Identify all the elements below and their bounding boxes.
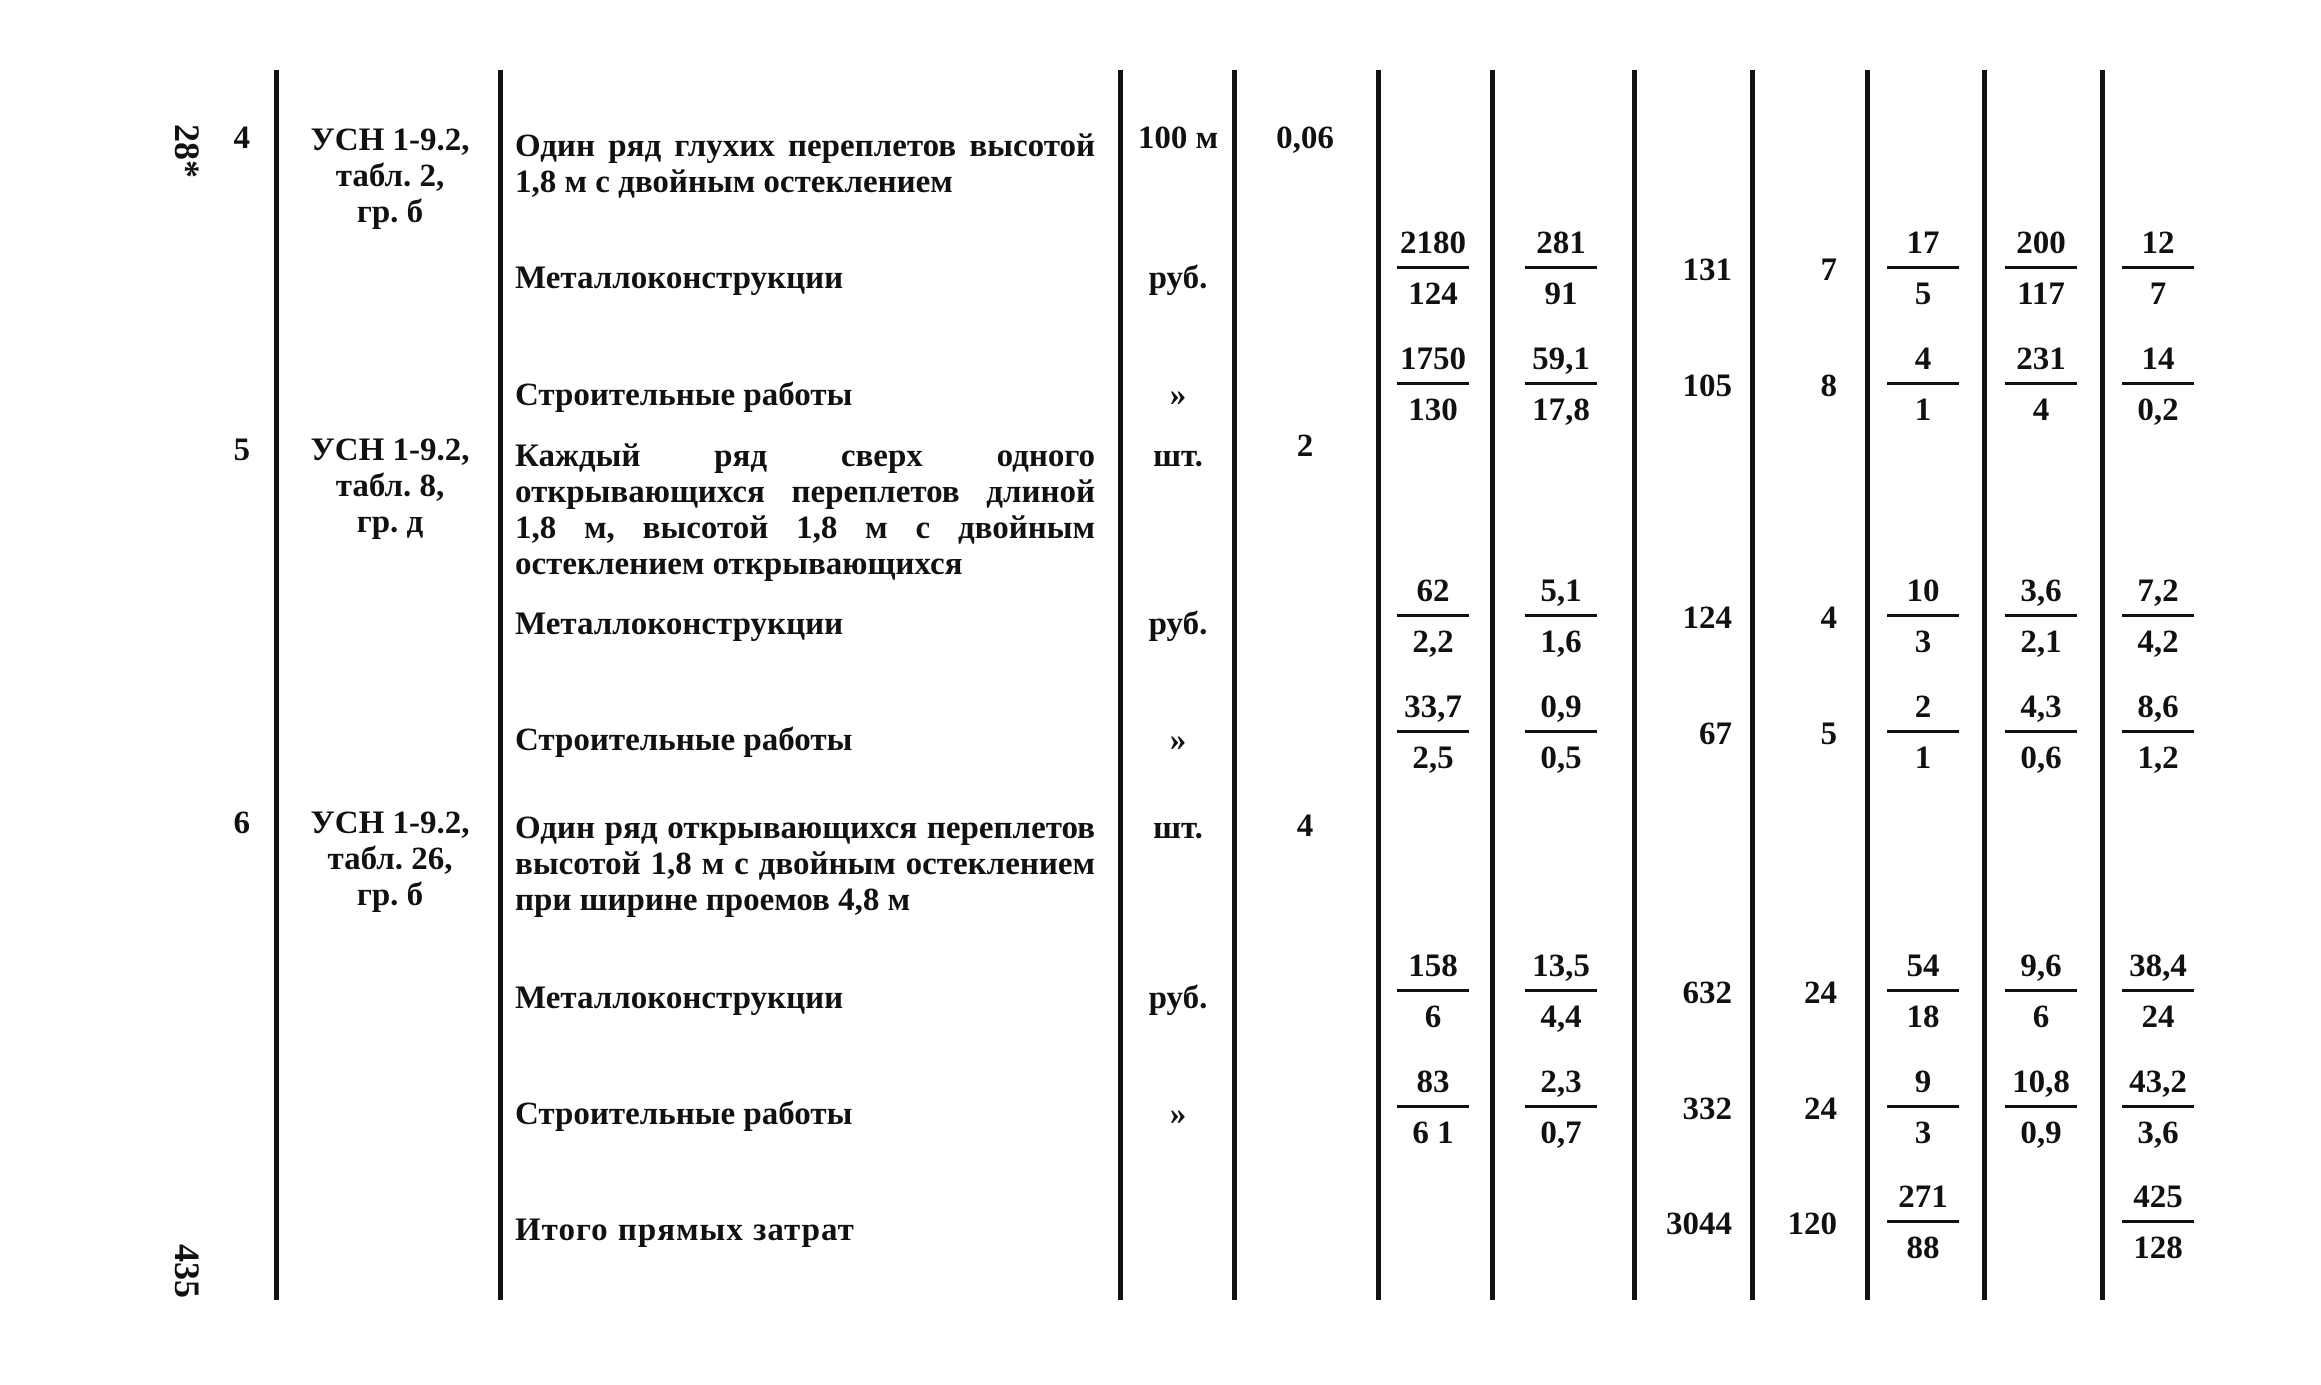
numerator: 8,6 — [2137, 689, 2179, 725]
total-fraction — [2108, 1176, 2208, 1269]
quantity: 4 — [1296, 808, 1314, 844]
fraction-value — [1383, 945, 1483, 1038]
numerator: 9,6 — [2020, 948, 2062, 984]
numerator: 62 — [1416, 573, 1450, 609]
fraction-value — [1873, 945, 1973, 1038]
fraction-value — [1383, 338, 1483, 431]
reference-line: УСН 1-9.2, — [310, 122, 470, 158]
fraction-value — [1873, 570, 1973, 663]
numerator: 38,4 — [2129, 948, 2187, 984]
fraction-bar — [1887, 382, 1959, 385]
value: 8 — [1820, 368, 1837, 404]
numerator: 281 — [1536, 225, 1586, 261]
fraction-bar — [2005, 989, 2077, 992]
fraction-bar — [1887, 266, 1959, 269]
denominator: 1,2 — [2137, 740, 2179, 776]
value: 7 — [1820, 252, 1837, 288]
fraction-value — [2108, 1061, 2208, 1154]
denominator: 4,4 — [1540, 999, 1582, 1035]
fraction-value — [1873, 338, 1973, 431]
denominator: 1,6 — [1540, 624, 1582, 660]
denominator: 6 — [1424, 999, 1442, 1035]
total-value: 120 — [1787, 1206, 1837, 1242]
numerator: 43,2 — [2129, 1064, 2187, 1100]
fraction-value — [1383, 686, 1483, 779]
fraction-bar — [1887, 614, 1959, 617]
value: 5 — [1820, 716, 1837, 752]
fraction-value — [1991, 686, 2091, 779]
fraction-value — [1991, 338, 2091, 431]
numerator: 7,2 — [2137, 573, 2179, 609]
denominator: 17,8 — [1532, 392, 1590, 428]
column-rule — [498, 70, 503, 1300]
sub-item-label: Строительные работы — [515, 722, 853, 758]
fraction-value — [1383, 222, 1483, 315]
column-rule — [1982, 70, 1987, 1300]
denominator: 0,2 — [2137, 392, 2179, 428]
numerator: 158 — [1408, 948, 1458, 984]
numerator: 1750 — [1400, 341, 1466, 377]
fraction-bar — [1525, 1105, 1597, 1108]
quantity: 0,06 — [1276, 120, 1334, 156]
sub-item-label: Строительные работы — [515, 1096, 853, 1132]
fraction-value — [1873, 222, 1973, 315]
denominator: 2,5 — [1412, 740, 1454, 776]
column-rule — [2100, 70, 2105, 1300]
fraction-bar — [1525, 989, 1597, 992]
value: 67 — [1699, 716, 1732, 752]
numerator: 33,7 — [1404, 689, 1462, 725]
unit: шт. — [1153, 438, 1203, 474]
numerator: 14 — [2141, 341, 2175, 377]
fraction-bar — [1525, 382, 1597, 385]
denominator: 124 — [1408, 276, 1458, 312]
value: 131 — [1682, 252, 1732, 288]
fraction-value — [2108, 686, 2208, 779]
fraction-value — [1383, 570, 1483, 663]
numerator: 12 — [2141, 225, 2175, 261]
unit: руб. — [1148, 980, 1208, 1016]
numerator: 9 — [1914, 1064, 1932, 1100]
denominator: 3 — [1914, 1115, 1932, 1151]
row-number: 6 — [233, 805, 250, 841]
value: 332 — [1682, 1091, 1732, 1127]
fraction-bar — [1397, 730, 1469, 733]
numerator: 17 — [1906, 225, 1940, 261]
unit: » — [1169, 377, 1187, 413]
column-rule — [1118, 70, 1123, 1300]
fraction-value — [1511, 945, 1611, 1038]
fraction-bar — [2122, 266, 2194, 269]
numerator: 59,1 — [1532, 341, 1590, 377]
fraction-value — [1511, 570, 1611, 663]
unit: » — [1169, 722, 1187, 758]
denominator: 128 — [2133, 1230, 2183, 1266]
numerator: 83 — [1416, 1064, 1450, 1100]
reference-line: табл. 26, — [327, 841, 453, 877]
page-number: 435 — [167, 1244, 207, 1298]
value: 24 — [1804, 1091, 1837, 1127]
reference-line: гр. д — [356, 504, 424, 540]
fraction-value — [2108, 338, 2208, 431]
denominator: 2,2 — [1412, 624, 1454, 660]
denominator: 88 — [1906, 1230, 1940, 1266]
value: 105 — [1682, 368, 1732, 404]
value: 124 — [1682, 600, 1732, 636]
column-rule — [1750, 70, 1755, 1300]
fraction-bar — [1525, 266, 1597, 269]
fraction-value — [2108, 570, 2208, 663]
denominator: 117 — [2017, 276, 2065, 312]
fraction-bar — [2122, 614, 2194, 617]
quantity: 2 — [1296, 428, 1314, 464]
fraction-bar — [1887, 1105, 1959, 1108]
denominator: 1 — [1914, 740, 1932, 776]
fraction-value — [2108, 945, 2208, 1038]
fraction-bar — [2122, 989, 2194, 992]
fraction-bar — [1397, 989, 1469, 992]
denominator: 0,5 — [1540, 740, 1582, 776]
column-rule — [1632, 70, 1637, 1300]
denominator: 0,7 — [1540, 1115, 1582, 1151]
fraction-bar — [2122, 382, 2194, 385]
fraction-bar — [1887, 1220, 1959, 1223]
numerator: 2 — [1914, 689, 1932, 725]
fraction-value — [1991, 945, 2091, 1038]
total-value: 3044 — [1666, 1206, 1732, 1242]
denominator: 6 1 — [1412, 1115, 1454, 1151]
sub-item-label: Металлоконструкции — [515, 606, 844, 642]
unit: » — [1169, 1096, 1187, 1132]
fraction-bar — [1525, 730, 1597, 733]
fraction-value — [1511, 222, 1611, 315]
numerator: 13,5 — [1532, 948, 1590, 984]
reference-line: табл. 2, — [335, 158, 445, 194]
value: 4 — [1820, 600, 1837, 636]
denominator: 2,1 — [2020, 624, 2062, 660]
fraction-bar — [2122, 730, 2194, 733]
fraction-bar — [2005, 382, 2077, 385]
column-rule — [1232, 70, 1237, 1300]
reference-line: табл. 8, — [335, 468, 445, 504]
denominator: 24 — [2141, 999, 2175, 1035]
row-number: 5 — [233, 432, 250, 468]
unit: шт. — [1153, 810, 1203, 846]
fraction-bar — [2122, 1105, 2194, 1108]
sub-item-label: Металлоконструкции — [515, 980, 844, 1016]
denominator: 4,2 — [2137, 624, 2179, 660]
reference-line: УСН 1-9.2, — [310, 432, 470, 468]
denominator: 5 — [1914, 276, 1932, 312]
fraction-value — [1873, 1061, 1973, 1154]
fraction-value — [1873, 686, 1973, 779]
denominator: 3,6 — [2137, 1115, 2179, 1151]
fraction-value — [1991, 1061, 2091, 1154]
fraction-value — [1383, 1061, 1483, 1154]
fraction-value — [1511, 1061, 1611, 1154]
fraction-bar — [2005, 614, 2077, 617]
denominator: 130 — [1408, 392, 1458, 428]
unit: руб. — [1148, 260, 1208, 296]
numerator: 10,8 — [2012, 1064, 2070, 1100]
fraction-bar — [2122, 1220, 2194, 1223]
fraction-value — [1511, 338, 1611, 431]
item-description: Один ряд открывающихся переплетов высотой 1,8 м с двойным остеклением при ширине проемов 4,8 м — [515, 810, 1095, 918]
unit: 100 м — [1137, 120, 1219, 156]
denominator: 91 — [1544, 276, 1578, 312]
fraction-bar — [1397, 266, 1469, 269]
page-mark-top: 28* — [167, 124, 207, 178]
fraction-bar — [1525, 614, 1597, 617]
numerator: 5,1 — [1540, 573, 1582, 609]
reference-line: гр. б — [356, 877, 424, 913]
denominator: 3 — [1914, 624, 1932, 660]
reference-line: гр. б — [356, 194, 424, 230]
numerator: 4 — [1914, 341, 1932, 377]
item-description: Один ряд глухих переплетов высотой 1,8 м с двойным остеклением — [515, 128, 1095, 200]
fraction-bar — [1397, 382, 1469, 385]
column-rule — [1490, 70, 1495, 1300]
denominator: 7 — [2149, 276, 2167, 312]
fraction-bar — [1887, 730, 1959, 733]
numerator: 425 — [2133, 1179, 2183, 1215]
column-rule — [274, 70, 279, 1300]
value: 632 — [1682, 975, 1732, 1011]
denominator: 0,6 — [2020, 740, 2062, 776]
total-fraction — [1873, 1176, 1973, 1269]
denominator: 6 — [2032, 999, 2050, 1035]
fraction-value — [2108, 222, 2208, 315]
numerator: 271 — [1898, 1179, 1948, 1215]
fraction-bar — [1397, 614, 1469, 617]
numerator: 2,3 — [1540, 1064, 1582, 1100]
fraction-bar — [1887, 989, 1959, 992]
numerator: 3,6 — [2020, 573, 2062, 609]
numerator: 2180 — [1400, 225, 1466, 261]
fraction-bar — [2005, 1105, 2077, 1108]
fraction-value — [1991, 570, 2091, 663]
value: 24 — [1804, 975, 1837, 1011]
item-description: Каждый ряд сверх одного открывающихся переплетов длиной 1,8 м, высотой 1,8 м с двойным остеклением открывающихся — [515, 438, 1095, 582]
numerator: 0,9 — [1540, 689, 1582, 725]
fraction-bar — [2005, 730, 2077, 733]
numerator: 200 — [2016, 225, 2066, 261]
fraction-bar — [1397, 1105, 1469, 1108]
column-rule — [1376, 70, 1381, 1300]
denominator: 0,9 — [2020, 1115, 2062, 1151]
denominator: 18 — [1906, 999, 1940, 1035]
fraction-bar — [2005, 266, 2077, 269]
reference-line: УСН 1-9.2, — [310, 805, 470, 841]
numerator: 54 — [1906, 948, 1940, 984]
sub-item-label: Металлоконструкции — [515, 260, 844, 296]
column-rule — [1865, 70, 1870, 1300]
denominator: 1 — [1914, 392, 1932, 428]
numerator: 10 — [1906, 573, 1940, 609]
denominator: 4 — [2032, 392, 2050, 428]
total-label: Итого прямых затрат — [515, 1212, 855, 1248]
numerator: 231 — [2016, 341, 2066, 377]
numerator: 4,3 — [2020, 689, 2062, 725]
unit: руб. — [1148, 606, 1208, 642]
row-number: 4 — [233, 120, 250, 156]
fraction-value — [1511, 686, 1611, 779]
sub-item-label: Строительные работы — [515, 377, 853, 413]
fraction-value — [1991, 222, 2091, 315]
